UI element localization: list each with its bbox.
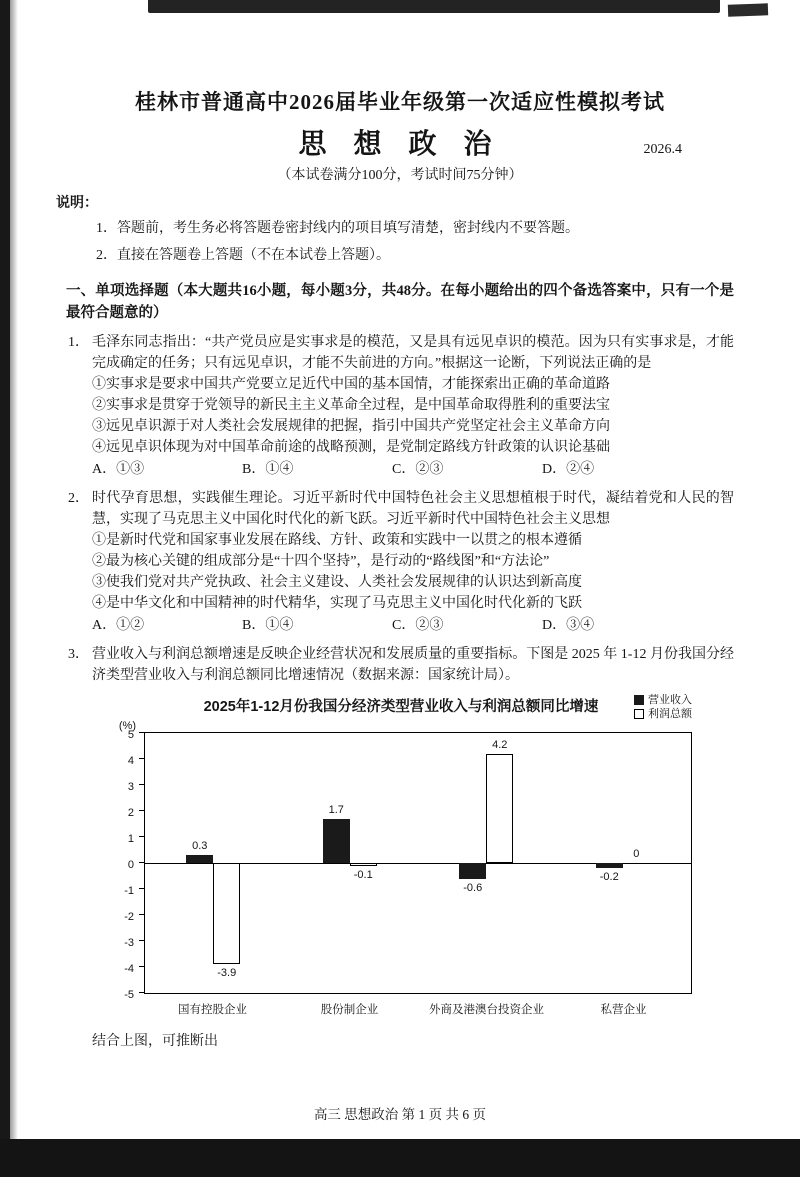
choice-a: A．①② (92, 618, 145, 633)
statement-line: ①实事求是要求中国共产党要立足近代中国的基本国情，才能探索出正确的革命道路 (92, 377, 610, 392)
bar-value-label: -0.1 (353, 868, 373, 881)
y-tick-label: 3 (127, 781, 134, 793)
page-content (56, 86, 734, 1052)
question-stem: 时代孕育思想，实践催生理论。习近平新时代中国特色社会主义思想植根于时代，凝结着党和人民的智慧，实现了马克思主义中国化时代化的新飞跃。习近平新时代中国特色社会主义思想 (92, 491, 734, 527)
question-conclusion: 结合上图，可推断出 (92, 1034, 218, 1049)
choices-row (92, 459, 692, 480)
bar-group (418, 733, 555, 993)
question-2 (66, 488, 734, 636)
question-number: 1． (68, 335, 89, 350)
legend-label: 利润总额 (648, 708, 692, 720)
chart-x-labels (144, 994, 692, 1021)
choice-d: D．②④ (542, 462, 595, 477)
y-tick-label: -5 (124, 989, 134, 1001)
scan-artifact-left-shadow (10, 0, 18, 1145)
bar-value-label: -0.6 (463, 881, 483, 894)
exam-date: 2026.4 (643, 142, 682, 157)
bar-group (145, 733, 282, 993)
section-heading: 一、单项选择题（本大题共16小题，每小题3分，共48分。在每小题给出的四个备选答案中，只有一个是最符合题意的） (66, 283, 734, 321)
y-axis-unit-label: (%) (118, 720, 136, 732)
statement-line: ③远见卓识源于对人类社会发展规律的把握，指引中国共产党坚定社会主义革命方向 (92, 419, 610, 434)
chart-y-axis (110, 720, 144, 1001)
question-number: 3． (68, 647, 89, 662)
scan-artifact-left-strip (0, 0, 10, 1145)
subject-title: 思 想 政 治 (298, 129, 502, 160)
legend-swatch-outline-icon (634, 709, 644, 719)
chart-bar (213, 863, 240, 964)
statement-line: ②最为核心关键的组成部分是“十四个坚持”，是行动的“路线图”和“方法论” (92, 554, 550, 569)
legend-swatch-filled-icon (634, 695, 644, 705)
y-tick-label: 0 (127, 859, 134, 871)
scan-artifact-top-band (148, 0, 720, 13)
bar-value-label: 1.7 (328, 803, 344, 816)
chart-bar (486, 754, 513, 863)
chart-bar (596, 863, 623, 868)
chart-legend (634, 693, 692, 721)
chart-plot (144, 732, 692, 994)
y-tick-label: 5 (127, 729, 134, 741)
category-label: 国有控股企业 (178, 1004, 247, 1016)
paper-info: （本试卷满分100分，考试时间75分钟） (277, 168, 523, 183)
category-label: 外商及港澳台投资企业 (429, 1004, 544, 1016)
chart-body (110, 720, 692, 1001)
question-stem: 营业收入与利润总额增速是反映企业经营状况和发展质量的重要指标。下图是 2025 年 1-12 月份我国分经济类型营业收入与利润总额同比增速情况（数据来源：国家统计局）。 (92, 647, 734, 683)
choice-d: D．③④ (542, 618, 595, 633)
y-tick-label: 2 (127, 807, 134, 819)
notes-label: 说明： (56, 196, 98, 211)
y-tick-label: -3 (124, 937, 134, 949)
note-item: 2．直接在答题卷上答题（不在本试卷上答题）。 (96, 248, 390, 263)
scan-artifact-top-right-mark (728, 3, 768, 16)
exam-title: 桂林市普通高中2026届毕业年级第一次适应性模拟考试 (135, 90, 665, 114)
category-label: 股份制企业 (320, 1004, 379, 1016)
legend-item-profit (634, 707, 692, 721)
chart-bar (186, 855, 213, 863)
statement-line: ①是新时代党和国家事业发展在路线、方针、政策和实践中一以贯之的根本遵循 (92, 533, 582, 548)
bar-value-label: 0.3 (192, 840, 208, 853)
question-number: 2． (68, 491, 89, 506)
choice-b: B．①④ (242, 618, 294, 633)
question-3 (66, 644, 734, 1052)
chart-bar (350, 863, 377, 866)
chart-bar (459, 863, 486, 879)
page-footer: 高三 思想政治 第 1 页 共 6 页 (313, 1107, 487, 1122)
y-tick-label: -2 (124, 911, 134, 923)
legend-item-revenue (634, 693, 692, 707)
legend-label: 营业收入 (648, 694, 692, 706)
chart-bar (323, 819, 350, 863)
bar-value-label: -0.2 (599, 871, 619, 884)
y-tick-label: -4 (124, 963, 134, 975)
statement-line: ③使我们党对共产党执政、社会主义建设、人类社会发展规律的认识达到新高度 (92, 575, 582, 590)
y-tick-label: -1 (124, 885, 134, 897)
choice-b: B．①④ (242, 462, 294, 477)
choice-c: C．②③ (392, 618, 444, 633)
choice-c: C．②③ (392, 462, 444, 477)
choices-row (92, 615, 692, 636)
y-tick-label: 1 (127, 833, 134, 845)
question-statements (92, 374, 734, 458)
question-statements (92, 530, 734, 614)
statement-line: ②实事求是贯穿于党领导的新民主主义革命全过程，是中国革命取得胜利的重要法宝 (92, 398, 610, 413)
bar-value-label: 0 (633, 848, 640, 860)
bar-value-label: -3.9 (217, 967, 237, 980)
chart-title-row (110, 696, 692, 718)
bar-group (555, 733, 692, 993)
y-tick-label: 4 (127, 755, 134, 767)
bar-value-label: 4.2 (492, 738, 508, 751)
question-stem: 毛泽东同志指出：“共产党员应是实事求是的模范，又是具有远见卓识的模范。因为只有实事求是，才能完成确定的任务；只有远见卓识，才能不失前进的方向。”根据这一论断，下列说法正确的是 (92, 335, 734, 371)
note-item: 1．答题前，考生务必将答题卷密封线内的项目填写清楚，密封线内不要答题。 (96, 221, 579, 236)
category-label: 私营企业 (600, 1004, 647, 1016)
bar-group (282, 733, 419, 993)
statement-line: ④远见卓识体现为对中国革命前途的战略预测，是党制定路线方针政策的认识论基础 (92, 440, 610, 455)
notes-block (56, 192, 734, 266)
chart-title: 2025年1-12月份我国分经济类型营业收入与利润总额同比增速 (203, 699, 599, 715)
scan-artifact-bottom-band (0, 1139, 800, 1177)
question-1 (66, 332, 734, 480)
choice-a: A．①③ (92, 462, 145, 477)
statement-line: ④是中华文化和中国精神的时代精华，实现了马克思主义中国化时代化新的飞跃 (92, 596, 582, 611)
bar-chart (110, 696, 692, 1021)
subject-row (66, 122, 734, 162)
